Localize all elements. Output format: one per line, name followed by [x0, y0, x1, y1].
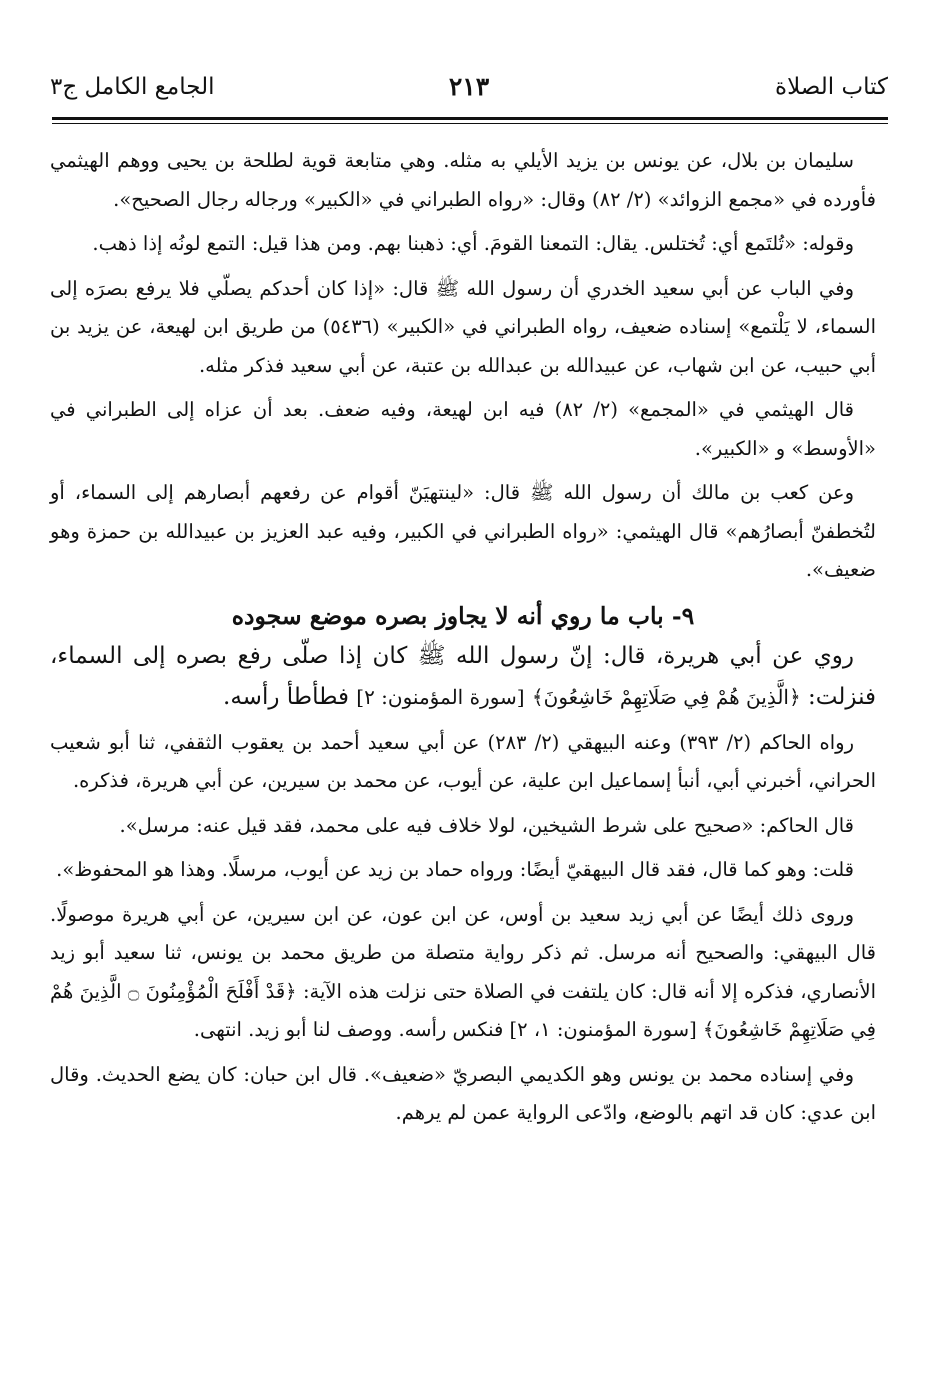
paragraph: وعن كعب بن مالك أن رسول الله ﷺ قال: «لينتهيَنّ أقوام عن رفعهم أبصارهم إلى السماء، أو لتُخطفنّ أبصارُهم» قال الهيثمي: «رواه الطبراني في الكبير، وفيه عبد العزيز بن عبيدالله بن حمزة وهو ضعيف». — [50, 481, 876, 581]
paragraph: قال الحاكم: «صحيح على شرط الشيخين، لولا خلاف فيه على محمد، فقد قيل عنه: مرسل». — [119, 813, 854, 837]
paragraph: وقوله: «تُلتَمع أي: تُختلس. يقال: التمعنا القومَ. أي: ذهبنا بهم. ومن هذا قيل: التمع لونُه إذا ذهب. — [92, 232, 854, 255]
header-rule-thick — [52, 117, 888, 120]
paragraph: رواه الحاكم (٢/ ٣٩٣) وعنه البيهقي (٢/ ٢٨٣) عن أبي سعيد أحمد بن يعقوب الثقفي، ثنا أبو شعيب الحراني، أخبرني أبي، أنبأ إسماعيل ابن علية، عن أيوب، عن محمد بن سيرين، عن أبي هريرة، فذكره. — [50, 730, 876, 792]
paragraph: وروى ذلك أيضًا عن أبي زيد سعيد بن أوس، عن ابن عون، عن ابن سيرين، عن أبي هريرة موصولًا. قال البيهقي: والصحيح أنه مرسل. ثم ذكر رواية متصلة من طريق محمد بن يونس، ثنا سعيد أبو زيد الأنصاري، فذكره إلا أنه قال: كان يلتفت في الصلاة حتى نزلت هذه الآية: ﴿قَدْ أَفْلَحَ الْمُؤْمِنُونَ ۝ الَّذِينَ هُمْ فِي صَلَاتِهِمْ خَاشِعُونَ﴾ [سورة المؤمنون: ١، ٢] فنكس رأسه. ووصف لنا أبو زيد. انتهى. — [50, 902, 876, 1041]
quran-verse: ﴿الَّذِينَ هُمْ فِي صَلَاتِهِمْ خَاشِعُونَ﴾ — [531, 684, 801, 709]
page-body — [50, 142, 876, 1139]
lead-text: روي عن أبي هريرة، قال: إنّ رسول الله ﷺ كان إذا صلّى رفع بصره إلى السماء، فنزلت: — [50, 642, 876, 710]
page-header — [50, 72, 888, 112]
lead-paragraph — [50, 636, 876, 718]
paragraph: قال الهيثمي في «المجمع» (٢/ ٨٢) فيه ابن لهيعة، وفيه ضعف. بعد أن عزاه إلى الطبراني في «الأوسط» و «الكبير». — [50, 398, 876, 460]
paragraph: قلت: وهو كما قال، فقد قال البيهقيّ أيضًا: ورواه حماد بن زيد عن أيوب، مرسلًا. وهذا هو المحفوظ». — [56, 858, 854, 881]
paragraph: سليمان بن بلال، عن يونس بن يزيد الأيلي به مثله. وهي متابعة قوية لطلحة بن يحيى ووهم الهيثمي فأورده في «مجمع الزوائد» (٢/ ٨٢) وقال: «رواه الطبراني في «الكبير» ورجاله رجال الصحيح». — [50, 149, 876, 211]
lead-ending: فطأطأ رأسه. — [223, 683, 349, 710]
paragraph: وفي إسناده محمد بن يونس وهو الكديمي البصريّ «ضعيف». قال ابن حبان: كان يضع الحديث. وقال ابن عدي: كان قد اتهم بالوضع، وادّعى الرواية عمن لم يرهم. — [50, 1062, 876, 1124]
header-book-section: كتاب الصلاة — [775, 74, 888, 100]
chapter-heading: ٩- باب ما روي أنه لا يجاوز بصره موضع سجوده — [231, 601, 695, 630]
paragraph: وفي الباب عن أبي سعيد الخدري أن رسول الله ﷺ قال: «إذا كان أحدكم يصلّي فلا يرفع بصرَه إلى السماء، لا يَلْتمع» إسناده ضعيف، رواه الطبراني في «الكبير» (٥٤٣٦) من طريق ابن لهيعة، عن يزيد بن أبي حبيب، عن ابن شهاب، عن عبيدالله بن عبدالله بن عتبة، عن أبي سعيد فذكر مثله. — [50, 276, 877, 377]
page-number: ٢١٣ — [448, 72, 490, 101]
header-collection-title: الجامع الكامل ج٣ — [50, 74, 215, 100]
quran-reference: [سورة المؤمنون: ٢] — [356, 684, 525, 709]
header-rule-thin — [52, 123, 888, 124]
